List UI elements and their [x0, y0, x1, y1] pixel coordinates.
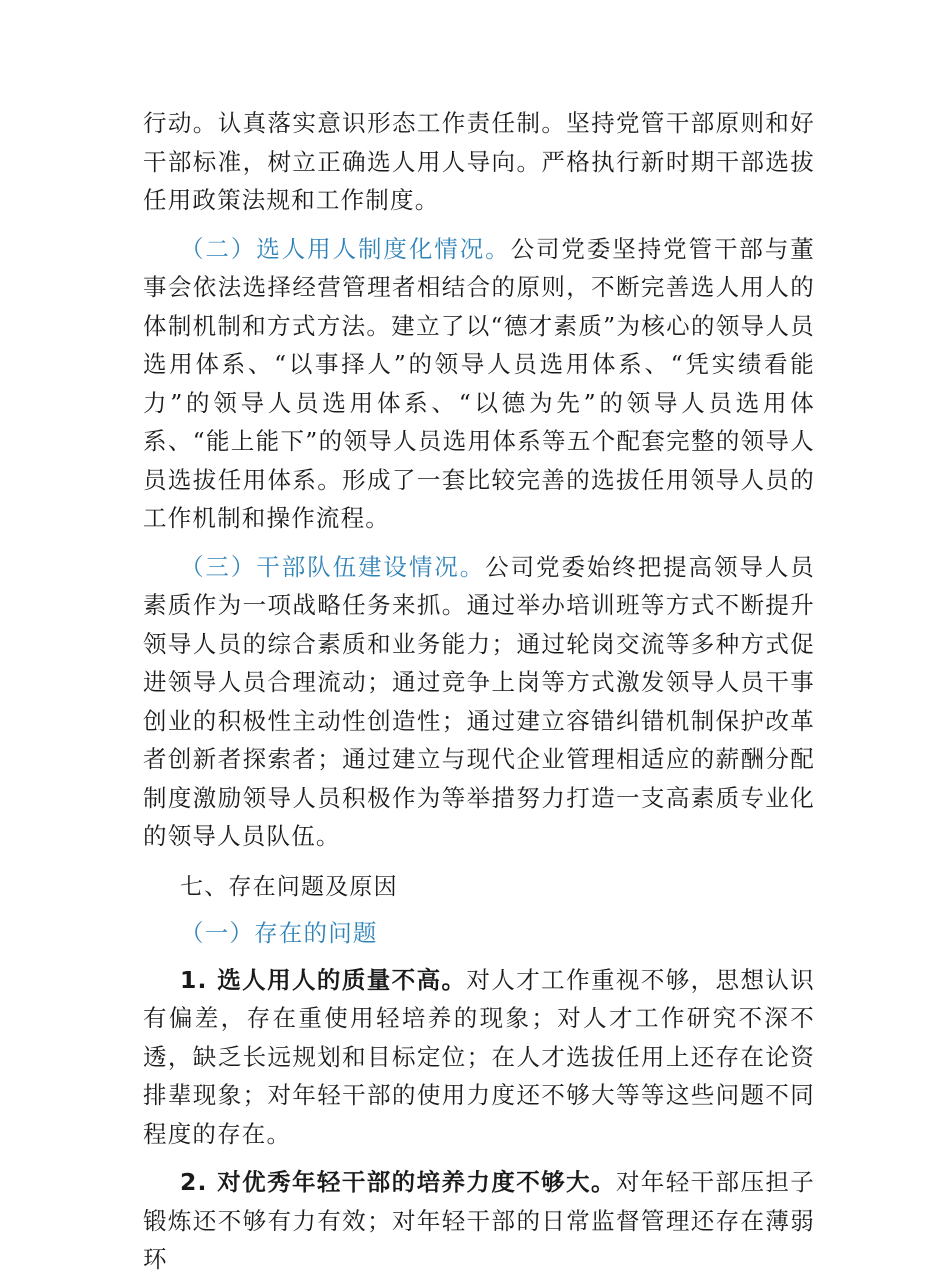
problem-item-1-body: 对人才工作重视不够，思想认识有偏差，存在重使用轻培养的现象；对人才工作研究不深不透，缺乏长远规划和目标定位；在人才选拔任用上还存在论资排辈现象；对年轻干部的使用力度还不够大等等这些问题不同程度的存在。 [143, 965, 815, 1148]
section-2-paragraph [143, 230, 815, 538]
problem-item-1-title: 1. 选人用人的质量不高。 [180, 965, 467, 994]
section-2-body: 公司党委坚持党管干部与董事会依法选择经营管理者相结合的原则，不断完善选人用人的体制机制和方式方法。建立了以“德才素质”为核心的领导人员选用体系、“以事择人”的领导人员选用体系、“凭实绩看能力”的领导人员选用体系、“以德为先”的领导人员选用体系、“能上能下”的领导人员选用体系等五个配套完整的领导人员选拔任用体系。形成了一套比较完善的选拔任用领导人员的工作机制和操作流程。 [143, 234, 815, 532]
problem-item-2-title: 2. 对优秀年轻干部的培养力度不够大。 [180, 1168, 616, 1196]
document-page [143, 104, 815, 1279]
problem-item-2 [143, 1163, 815, 1279]
section-3-paragraph [143, 548, 815, 856]
problem-item-2-body: 对年轻干部压担子锻炼还不够有力有效；对年轻干部的日常监督管理还存在薄弱环 [143, 1168, 815, 1273]
section-3-title: （三）干部队伍建设情况。 [180, 552, 486, 581]
chapter-7-subheading: （一）存在的问题 [180, 919, 378, 947]
intro-paragraph: 行动。认真落实意识形态工作责任制。坚持党管干部原则和好干部标准，树立正确选人用人导向。严格执行新时期干部选拔任用政策法规和工作制度。 [143, 109, 815, 214]
problem-item-1 [143, 961, 815, 1154]
chapter-7-heading: 七、存在问题及原因 [180, 873, 398, 900]
section-3-body: 公司党委始终把提高领导人员素质作为一项战略任务来抓。通过举办培训班等方式不断提升领导人员的综合素质和业务能力；通过轮岗交流等多种方式促进领导人员合理流动；通过竞争上岗等方式激发领导人员干事创业的积极性主动性创造性；通过建立容错纠错机制保护改革者创新者探索者；通过建立与现代企业管理相适应的薪酬分配制度激励领导人员积极作为等举措努力打造一支高素质专业化的领导人员队伍。 [143, 552, 815, 850]
section-2-title: （二）选人用人制度化情况。 [180, 234, 511, 263]
